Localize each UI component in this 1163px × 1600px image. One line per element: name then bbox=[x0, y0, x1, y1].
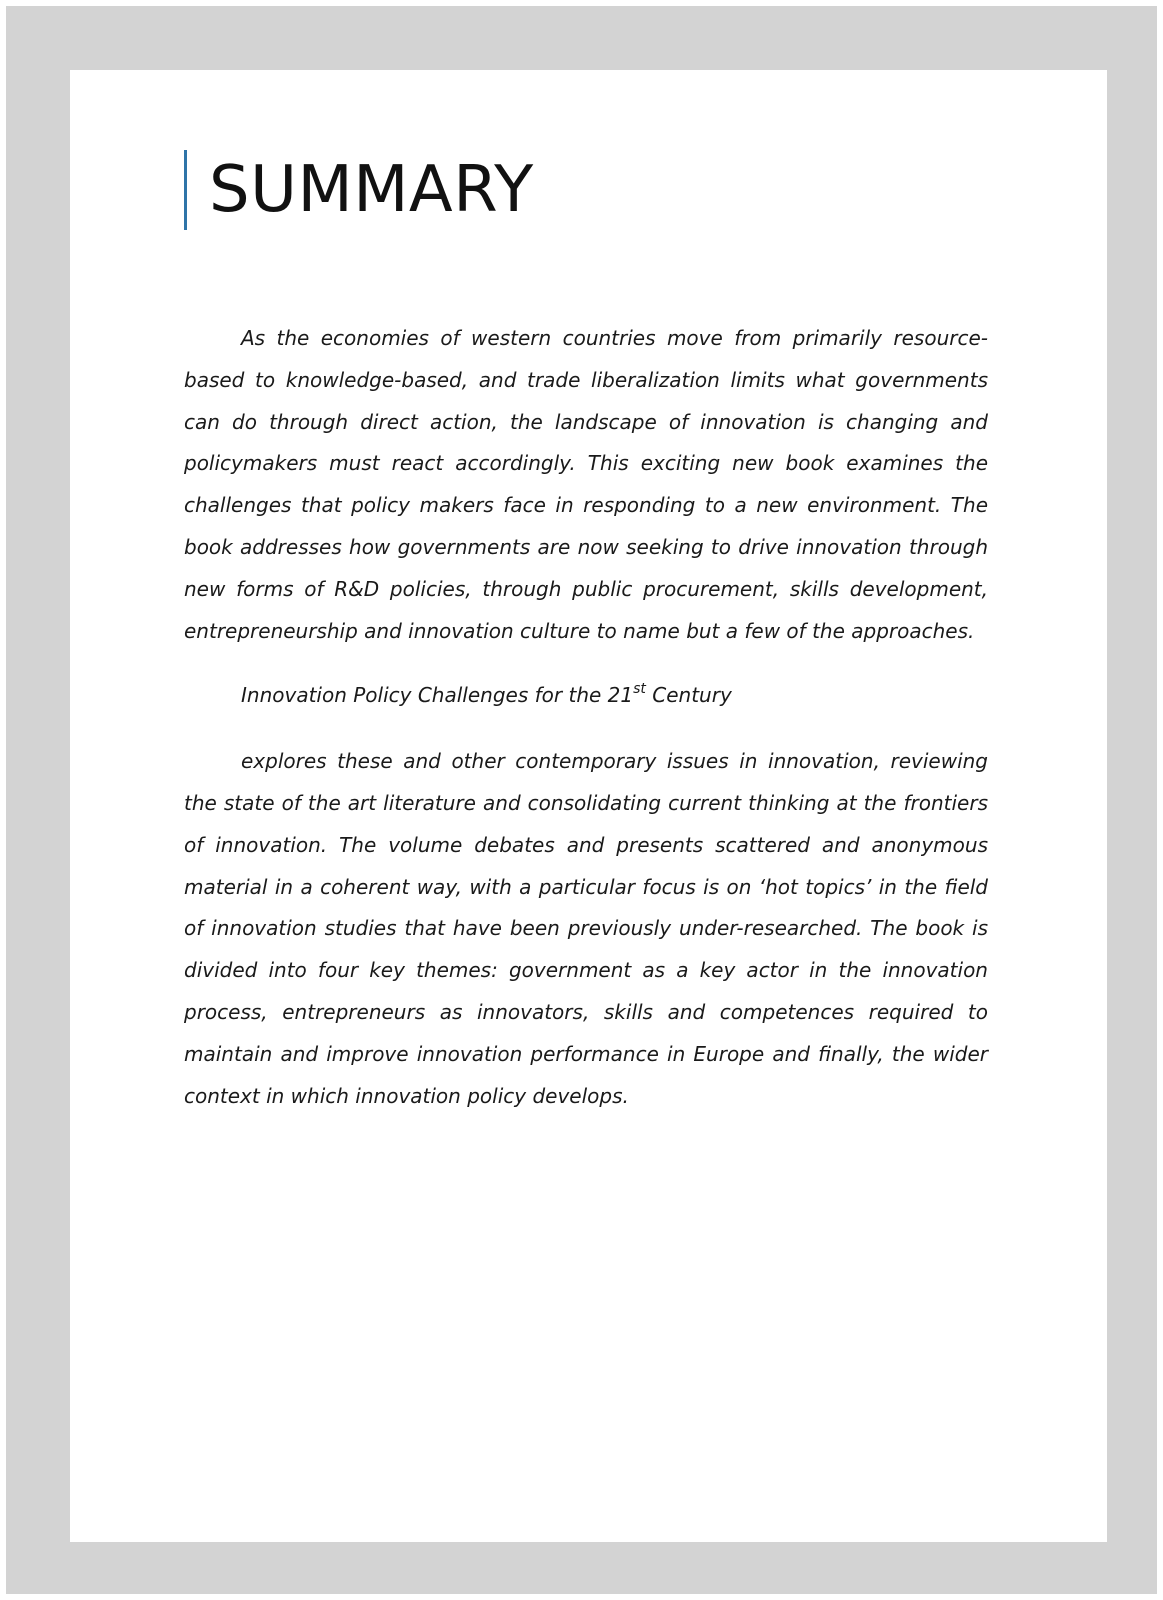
page-frame bbox=[6, 6, 1157, 1594]
summary-body bbox=[184, 318, 988, 1117]
summary-paragraph-2: explores these and other contemporary issues in innovation, reviewing the state of the art literature and consolidating current thinking at the frontiers of innovation. The volume debates and presents scattered and anonymous material in a coherent way, with a particular focus is on ‘hot topics’ in the field of innovation studies that have been previously under-researched. The book is divided into four key themes: government as a key actor in the innovation process, entrepreneurs as innovators, skills and competences required to maintain and improve innovation performance in Europe and finally, the wider context in which innovation policy develops. bbox=[184, 749, 988, 1108]
heading-block bbox=[184, 150, 534, 230]
ordinal-suffix: st bbox=[633, 681, 646, 698]
summary-paragraph-1: As the economies of western countries move from primarily resource-based to knowledge-based, and trade liberalization limits what governments can do through direct action, the landscape of innovation is changing and policymakers must react accordingly. This exciting new book examines the challenges that policy makers face in responding to a new environment. The book addresses how governments are now seeking to drive innovation through new forms of R&D policies, through public procurement, skills development, entrepreneurship and innovation culture to name but a few of the approaches. bbox=[184, 326, 988, 643]
book-title-text: Innovation Policy Challenges for the 21 bbox=[241, 683, 634, 708]
page-title: SUMMARY bbox=[209, 153, 534, 227]
document-page bbox=[70, 70, 1107, 1542]
book-title-end: Century bbox=[645, 683, 732, 708]
book-title-line bbox=[184, 675, 988, 717]
